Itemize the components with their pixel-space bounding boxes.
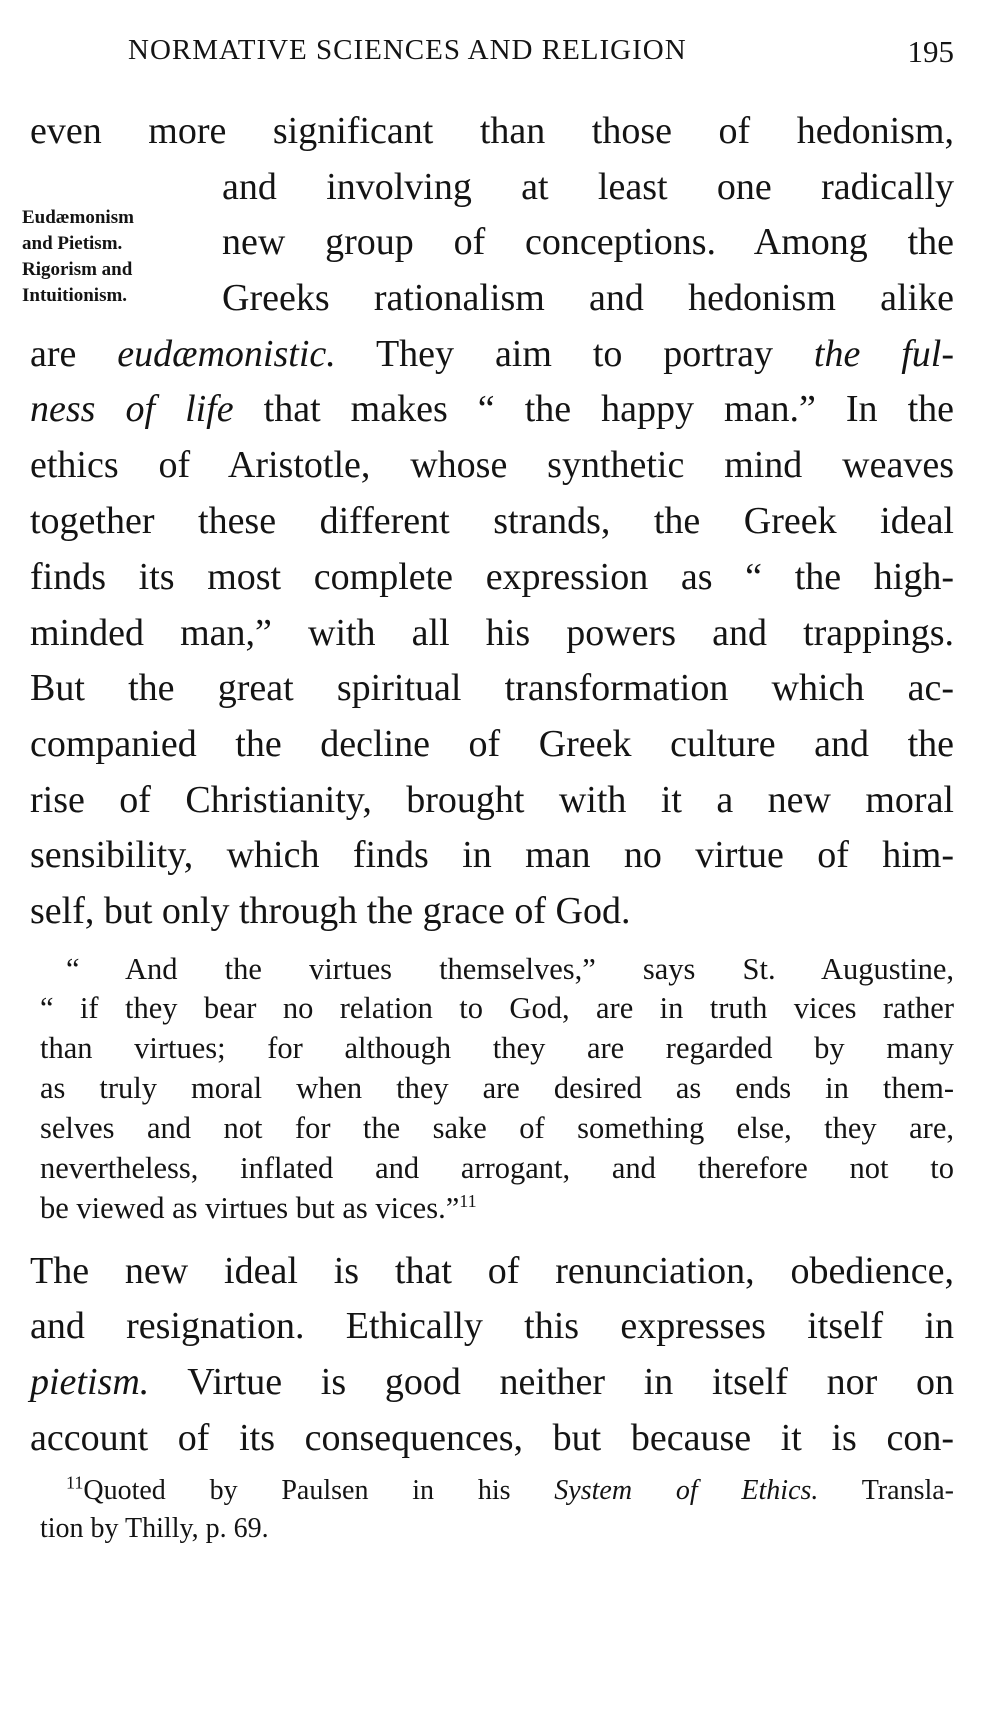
quote-line: “ if they bear no relation to God, are in truth vices rather [40,991,954,1025]
quote-line: than virtues; for although they are regarded by many [40,1031,954,1065]
footnote-line [66,1473,954,1509]
quote-line: nevertheless, inflated and arrogant, and therefore not to [40,1151,954,1185]
italic-term: eudæmonistic. [117,333,336,375]
text-run: are [30,333,118,375]
footnote-marker: 11 [459,1190,477,1211]
footnote-number: 11 [66,1472,84,1493]
body-line: Greeks rationalism and hedonism alike [222,277,954,319]
body-line: and resignation. Ethically this expresses itself in [30,1305,954,1347]
body-line: The new ideal is that of renunciation, obedience, [30,1250,954,1292]
margin-note-line: Rigorism and [22,259,133,280]
margin-note [22,205,212,309]
text-run: be viewed as virtues but as vices.” [40,1191,460,1225]
quote-line [40,1189,954,1227]
body-line [30,386,954,432]
text-run: Virtue is good neither in itself nor on [149,1361,954,1403]
italic-title: System of Ethics. [554,1475,819,1506]
body-line: together these different strands, the Greek ideal [30,500,954,542]
italic-term: the ful- [813,333,954,375]
body-line: new group of conceptions. Among the [222,221,954,263]
body-line: rise of Christianity, brought with it a new moral [30,779,954,821]
italic-term: ness of life [30,388,234,430]
body-line: ethics of Aristotle, whose synthetic mind weaves [30,444,954,486]
running-header [128,34,954,67]
text-run: Quoted by Paulsen in his [83,1475,555,1506]
quote-line: selves and not for the sake of something else, they are, [40,1111,954,1145]
body-line: But the great spiritual transformation which ac- [30,667,954,709]
body-line [30,1359,954,1405]
quote-line: “ And the virtues themselves,” says St. Augustine, [66,952,954,986]
body-line: even more significant than those of hedonism, [30,110,954,152]
footnote-line: tion by Thilly, p. 69. [40,1513,269,1544]
body-line: minded man,” with all his powers and trappings. [30,612,954,654]
text-run: Transla- [818,1475,954,1506]
body-line: account of its consequences, but because it is con- [30,1417,954,1459]
body-line: finds its most complete expression as “ the high- [30,556,954,598]
body-line: and involving at least one radically [222,166,954,208]
body-line [30,331,954,377]
margin-note-line: Intuitionism. [22,285,128,306]
running-title: NORMATIVE SCIENCES AND RELIGION [128,34,687,66]
text-run: that makes “ the happy man.” In the [233,388,954,430]
margin-note-line: Eudæmonism [22,207,134,228]
page-number: 195 [907,34,954,69]
quote-line: as truly moral when they are desired as ends in them- [40,1071,954,1105]
body-line: self, but only through the grace of God. [30,890,631,932]
margin-note-line: and Pietism. [22,233,123,254]
text-run: They aim to portray [335,333,814,375]
body-line: sensibility, which finds in man no virtue of him- [30,834,954,876]
body-line: companied the decline of Greek culture and the [30,723,954,765]
italic-term: pietism. [30,1361,150,1403]
